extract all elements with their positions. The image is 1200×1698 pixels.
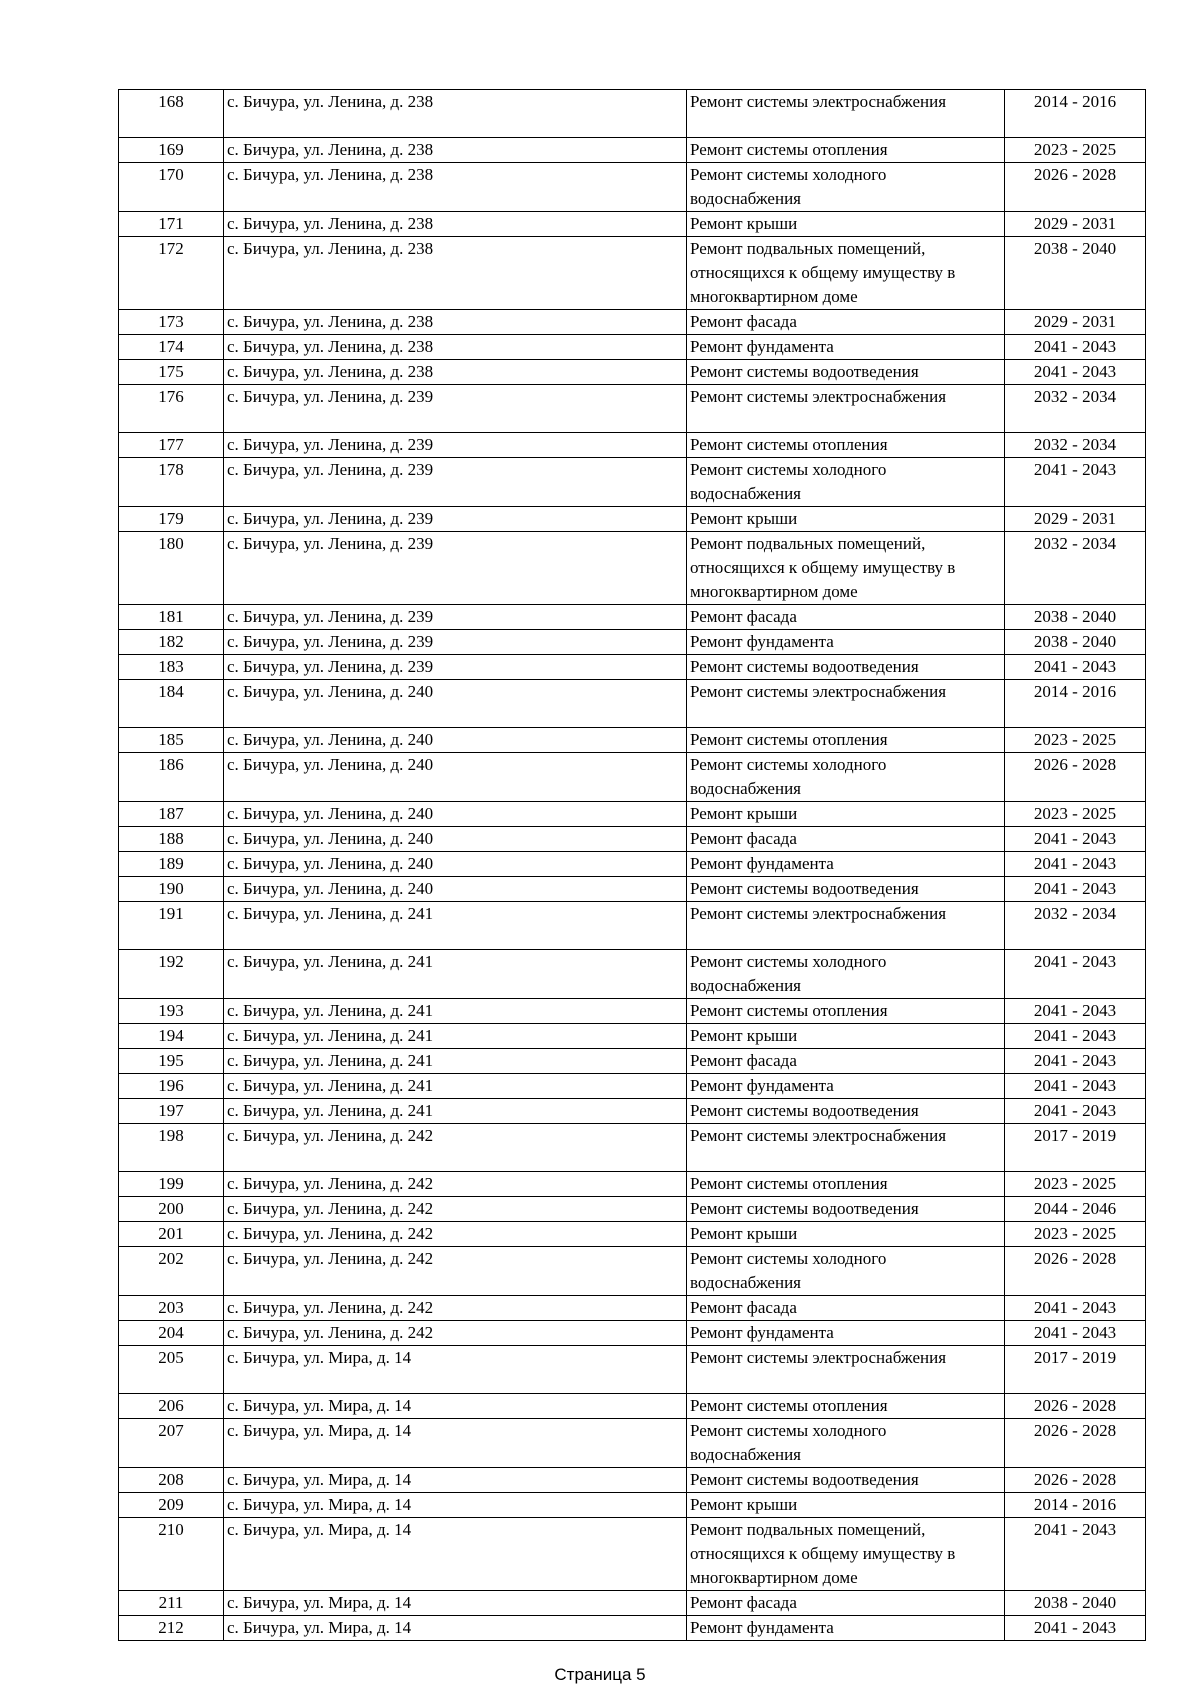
address-cell: с. Бичура, ул. Ленина, д. 241 [224,1074,687,1099]
address-cell: с. Бичура, ул. Ленина, д. 241 [224,902,687,950]
row-number-cell: 168 [119,90,224,138]
address-cell: с. Бичура, ул. Ленина, д. 242 [224,1172,687,1197]
row-number-cell: 197 [119,1099,224,1124]
work-type-cell: Ремонт системы холодного водоснабжения [687,458,1005,507]
address-cell: с. Бичура, ул. Ленина, д. 238 [224,90,687,138]
page-number: Страница 5 [554,1665,646,1684]
row-number-cell: 171 [119,212,224,237]
address-cell: с. Бичура, ул. Ленина, д. 241 [224,950,687,999]
period-cell: 2032 - 2034 [1005,385,1146,433]
table-row [119,1591,1146,1616]
table-row [119,212,1146,237]
work-type-cell: Ремонт системы холодного водоснабжения [687,163,1005,212]
address-cell: с. Бичура, ул. Ленина, д. 238 [224,138,687,163]
table-row [119,1518,1146,1591]
period-cell: 2041 - 2043 [1005,1616,1146,1641]
table-row [119,360,1146,385]
table-row [119,1296,1146,1321]
work-type-cell: Ремонт фундамента [687,1321,1005,1346]
address-cell: с. Бичура, ул. Ленина, д. 241 [224,999,687,1024]
period-cell: 2017 - 2019 [1005,1124,1146,1172]
row-number-cell: 209 [119,1493,224,1518]
work-type-cell: Ремонт фундамента [687,1616,1005,1641]
work-type-cell: Ремонт системы электроснабжения [687,90,1005,138]
table-row [119,90,1146,138]
period-cell: 2041 - 2043 [1005,1049,1146,1074]
address-cell: с. Бичура, ул. Ленина, д. 242 [224,1222,687,1247]
address-cell: с. Бичура, ул. Ленина, д. 242 [224,1124,687,1172]
address-cell: с. Бичура, ул. Ленина, д. 242 [224,1321,687,1346]
address-cell: с. Бичура, ул. Мира, д. 14 [224,1468,687,1493]
work-type-cell: Ремонт системы водоотведения [687,360,1005,385]
row-number-cell: 185 [119,728,224,753]
row-number-cell: 200 [119,1197,224,1222]
work-type-cell: Ремонт системы электроснабжения [687,1124,1005,1172]
table-row [119,950,1146,999]
work-type-cell: Ремонт системы отопления [687,728,1005,753]
period-cell: 2041 - 2043 [1005,458,1146,507]
table-row [119,680,1146,728]
period-cell: 2038 - 2040 [1005,630,1146,655]
table-row [119,630,1146,655]
table-row [119,138,1146,163]
period-cell: 2032 - 2034 [1005,433,1146,458]
period-cell: 2041 - 2043 [1005,950,1146,999]
table-row [119,605,1146,630]
work-type-cell: Ремонт подвальных помещений, относящихся к общему имуществу в многоквартирном доме [687,237,1005,310]
period-cell: 2023 - 2025 [1005,728,1146,753]
period-cell: 2026 - 2028 [1005,1247,1146,1296]
period-cell: 2023 - 2025 [1005,1222,1146,1247]
table-row [119,728,1146,753]
row-number-cell: 210 [119,1518,224,1591]
table-row [119,310,1146,335]
work-type-cell: Ремонт системы электроснабжения [687,680,1005,728]
address-cell: с. Бичура, ул. Ленина, д. 238 [224,212,687,237]
row-number-cell: 187 [119,802,224,827]
row-number-cell: 182 [119,630,224,655]
address-cell: с. Бичура, ул. Ленина, д. 242 [224,1296,687,1321]
period-cell: 2041 - 2043 [1005,827,1146,852]
period-cell: 2029 - 2031 [1005,310,1146,335]
row-number-cell: 202 [119,1247,224,1296]
address-cell: с. Бичура, ул. Мира, д. 14 [224,1419,687,1468]
address-cell: с. Бичура, ул. Ленина, д. 239 [224,433,687,458]
period-cell: 2041 - 2043 [1005,877,1146,902]
work-type-cell: Ремонт системы холодного водоснабжения [687,1247,1005,1296]
work-type-cell: Ремонт крыши [687,507,1005,532]
period-cell: 2041 - 2043 [1005,1099,1146,1124]
period-cell: 2026 - 2028 [1005,163,1146,212]
work-type-cell: Ремонт подвальных помещений, относящихся к общему имуществу в многоквартирном доме [687,532,1005,605]
row-number-cell: 190 [119,877,224,902]
row-number-cell: 207 [119,1419,224,1468]
period-cell: 2014 - 2016 [1005,90,1146,138]
table-row [119,1346,1146,1394]
work-type-cell: Ремонт фасада [687,310,1005,335]
address-cell: с. Бичура, ул. Ленина, д. 239 [224,630,687,655]
table-row [119,1468,1146,1493]
period-cell: 2023 - 2025 [1005,138,1146,163]
row-number-cell: 183 [119,655,224,680]
work-type-cell: Ремонт системы отопления [687,999,1005,1024]
period-cell: 2038 - 2040 [1005,1591,1146,1616]
work-type-cell: Ремонт системы отопления [687,138,1005,163]
address-cell: с. Бичура, ул. Ленина, д. 240 [224,728,687,753]
table-row [119,532,1146,605]
work-type-cell: Ремонт системы отопления [687,433,1005,458]
row-number-cell: 184 [119,680,224,728]
address-cell: с. Бичура, ул. Ленина, д. 241 [224,1099,687,1124]
work-type-cell: Ремонт системы водоотведения [687,1468,1005,1493]
repair-schedule-table [118,89,1146,1641]
work-type-cell: Ремонт фасада [687,1296,1005,1321]
work-type-cell: Ремонт подвальных помещений, относящихся к общему имуществу в многоквартирном доме [687,1518,1005,1591]
period-cell: 2014 - 2016 [1005,680,1146,728]
table-row [119,1197,1146,1222]
address-cell: с. Бичура, ул. Ленина, д. 240 [224,827,687,852]
work-type-cell: Ремонт фундамента [687,630,1005,655]
row-number-cell: 189 [119,852,224,877]
table-row [119,1616,1146,1641]
period-cell: 2026 - 2028 [1005,753,1146,802]
row-number-cell: 173 [119,310,224,335]
table-row [119,1124,1146,1172]
table-row [119,1049,1146,1074]
row-number-cell: 211 [119,1591,224,1616]
period-cell: 2026 - 2028 [1005,1419,1146,1468]
work-type-cell: Ремонт системы холодного водоснабжения [687,1419,1005,1468]
period-cell: 2041 - 2043 [1005,1321,1146,1346]
table-row [119,852,1146,877]
table-row [119,237,1146,310]
table-row [119,827,1146,852]
table-row [119,902,1146,950]
address-cell: с. Бичура, ул. Ленина, д. 239 [224,507,687,532]
address-cell: с. Бичура, ул. Ленина, д. 242 [224,1247,687,1296]
work-type-cell: Ремонт системы электроснабжения [687,385,1005,433]
work-type-cell: Ремонт фасада [687,1049,1005,1074]
repair-schedule-body [119,90,1146,1641]
work-type-cell: Ремонт системы электроснабжения [687,902,1005,950]
row-number-cell: 181 [119,605,224,630]
table-row [119,1222,1146,1247]
work-type-cell: Ремонт системы отопления [687,1172,1005,1197]
row-number-cell: 172 [119,237,224,310]
table-row [119,999,1146,1024]
work-type-cell: Ремонт фундамента [687,335,1005,360]
period-cell: 2029 - 2031 [1005,212,1146,237]
address-cell: с. Бичура, ул. Ленина, д. 238 [224,310,687,335]
work-type-cell: Ремонт системы отопления [687,1394,1005,1419]
row-number-cell: 179 [119,507,224,532]
period-cell: 2041 - 2043 [1005,1074,1146,1099]
table-row [119,1172,1146,1197]
table-row [119,753,1146,802]
address-cell: с. Бичура, ул. Ленина, д. 239 [224,458,687,507]
work-type-cell: Ремонт системы водоотведения [687,1099,1005,1124]
period-cell: 2041 - 2043 [1005,655,1146,680]
row-number-cell: 205 [119,1346,224,1394]
address-cell: с. Бичура, ул. Ленина, д. 239 [224,385,687,433]
address-cell: с. Бичура, ул. Ленина, д. 239 [224,605,687,630]
period-cell: 2017 - 2019 [1005,1346,1146,1394]
row-number-cell: 212 [119,1616,224,1641]
address-cell: с. Бичура, ул. Мира, д. 14 [224,1616,687,1641]
row-number-cell: 201 [119,1222,224,1247]
period-cell: 2041 - 2043 [1005,1296,1146,1321]
table-row [119,1074,1146,1099]
work-type-cell: Ремонт крыши [687,1493,1005,1518]
table-row [119,458,1146,507]
address-cell: с. Бичура, ул. Мира, д. 14 [224,1518,687,1591]
table-row [119,1419,1146,1468]
address-cell: с. Бичура, ул. Мира, д. 14 [224,1493,687,1518]
address-cell: с. Бичура, ул. Ленина, д. 240 [224,753,687,802]
table-row [119,802,1146,827]
address-cell: с. Бичура, ул. Ленина, д. 242 [224,1197,687,1222]
row-number-cell: 176 [119,385,224,433]
table-row [119,1024,1146,1049]
period-cell: 2014 - 2016 [1005,1493,1146,1518]
work-type-cell: Ремонт фасада [687,1591,1005,1616]
row-number-cell: 194 [119,1024,224,1049]
address-cell: с. Бичура, ул. Ленина, д. 238 [224,163,687,212]
row-number-cell: 174 [119,335,224,360]
address-cell: с. Бичура, ул. Ленина, д. 238 [224,360,687,385]
row-number-cell: 193 [119,999,224,1024]
address-cell: с. Бичура, ул. Ленина, д. 240 [224,877,687,902]
period-cell: 2041 - 2043 [1005,1518,1146,1591]
period-cell: 2041 - 2043 [1005,852,1146,877]
work-type-cell: Ремонт крыши [687,212,1005,237]
row-number-cell: 170 [119,163,224,212]
period-cell: 2023 - 2025 [1005,1172,1146,1197]
row-number-cell: 206 [119,1394,224,1419]
work-type-cell: Ремонт фундамента [687,1074,1005,1099]
address-cell: с. Бичура, ул. Ленина, д. 240 [224,852,687,877]
work-type-cell: Ремонт системы электроснабжения [687,1346,1005,1394]
table-row [119,1321,1146,1346]
table-row [119,385,1146,433]
work-type-cell: Ремонт системы водоотведения [687,655,1005,680]
work-type-cell: Ремонт системы холодного водоснабжения [687,950,1005,999]
table-row [119,655,1146,680]
work-type-cell: Ремонт фасада [687,605,1005,630]
table-row [119,1394,1146,1419]
work-type-cell: Ремонт системы холодного водоснабжения [687,753,1005,802]
table-row [119,877,1146,902]
row-number-cell: 175 [119,360,224,385]
work-type-cell: Ремонт системы водоотведения [687,877,1005,902]
row-number-cell: 204 [119,1321,224,1346]
row-number-cell: 191 [119,902,224,950]
row-number-cell: 208 [119,1468,224,1493]
row-number-cell: 203 [119,1296,224,1321]
table-row [119,507,1146,532]
table-row [119,335,1146,360]
row-number-cell: 188 [119,827,224,852]
row-number-cell: 178 [119,458,224,507]
work-type-cell: Ремонт фасада [687,827,1005,852]
work-type-cell: Ремонт фундамента [687,852,1005,877]
address-cell: с. Бичура, ул. Ленина, д. 239 [224,655,687,680]
row-number-cell: 199 [119,1172,224,1197]
period-cell: 2032 - 2034 [1005,902,1146,950]
address-cell: с. Бичура, ул. Мира, д. 14 [224,1591,687,1616]
address-cell: с. Бичура, ул. Мира, д. 14 [224,1394,687,1419]
table-row [119,1247,1146,1296]
address-cell: с. Бичура, ул. Ленина, д. 241 [224,1024,687,1049]
table-row [119,1493,1146,1518]
row-number-cell: 196 [119,1074,224,1099]
period-cell: 2041 - 2043 [1005,1024,1146,1049]
work-type-cell: Ремонт системы водоотведения [687,1197,1005,1222]
address-cell: с. Бичура, ул. Ленина, д. 238 [224,237,687,310]
row-number-cell: 177 [119,433,224,458]
period-cell: 2026 - 2028 [1005,1468,1146,1493]
address-cell: с. Бичура, ул. Ленина, д. 240 [224,680,687,728]
row-number-cell: 195 [119,1049,224,1074]
period-cell: 2044 - 2046 [1005,1197,1146,1222]
address-cell: с. Бичура, ул. Ленина, д. 240 [224,802,687,827]
address-cell: с. Бичура, ул. Мира, д. 14 [224,1346,687,1394]
row-number-cell: 186 [119,753,224,802]
row-number-cell: 198 [119,1124,224,1172]
address-cell: с. Бичура, ул. Ленина, д. 239 [224,532,687,605]
period-cell: 2032 - 2034 [1005,532,1146,605]
table-row [119,163,1146,212]
period-cell: 2038 - 2040 [1005,605,1146,630]
period-cell: 2029 - 2031 [1005,507,1146,532]
row-number-cell: 180 [119,532,224,605]
period-cell: 2026 - 2028 [1005,1394,1146,1419]
period-cell: 2038 - 2040 [1005,237,1146,310]
period-cell: 2041 - 2043 [1005,999,1146,1024]
period-cell: 2041 - 2043 [1005,360,1146,385]
work-type-cell: Ремонт крыши [687,1222,1005,1247]
table-row [119,433,1146,458]
row-number-cell: 169 [119,138,224,163]
table-row [119,1099,1146,1124]
address-cell: с. Бичура, ул. Ленина, д. 238 [224,335,687,360]
address-cell: с. Бичура, ул. Ленина, д. 241 [224,1049,687,1074]
work-type-cell: Ремонт крыши [687,1024,1005,1049]
period-cell: 2041 - 2043 [1005,335,1146,360]
period-cell: 2023 - 2025 [1005,802,1146,827]
row-number-cell: 192 [119,950,224,999]
work-type-cell: Ремонт крыши [687,802,1005,827]
